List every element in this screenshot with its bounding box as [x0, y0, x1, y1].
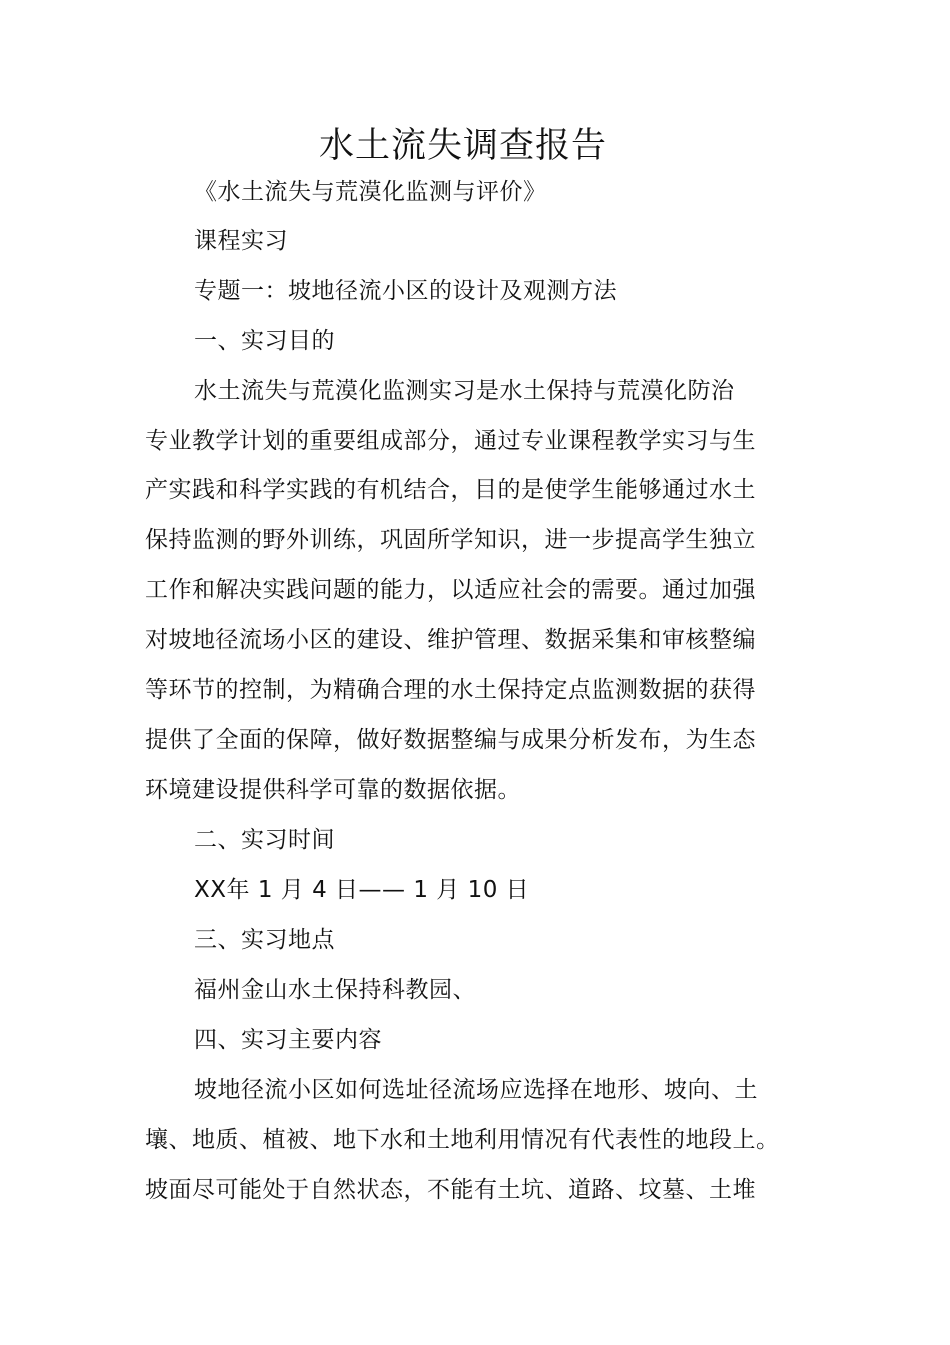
section-heading-content: 四、实习主要内容	[194, 1027, 382, 1053]
paragraph-line: 水土流失与荒漠化监测实习是水土保持与荒漠化防治	[194, 378, 735, 404]
course-type: 课程实习	[194, 228, 288, 254]
paragraph-line: 产实践和科学实践的有机结合，目的是使学生能够通过水土	[145, 477, 756, 503]
paragraph-line: 保持监测的野外训练，巩固所学知识，进一步提高学生独立	[145, 527, 756, 553]
section-heading-purpose: 一、实习目的	[194, 328, 335, 354]
internship-location: 福州金山水土保持科教园、	[194, 977, 476, 1003]
paragraph-line: 对坡地径流场小区的建设、维护管理、数据采集和审核整编	[145, 627, 756, 653]
internship-dates: XX年 1 月 4 日—— 1 月 10 日	[194, 877, 530, 903]
paragraph-line: 坡面尽可能处于自然状态，不能有土坑、道路、坟墓、土堆	[145, 1177, 756, 1203]
paragraph-line: 专业教学计划的重要组成部分，通过专业课程教学实习与生	[145, 428, 756, 454]
course-name: 《水土流失与荒漠化监测与评价》	[194, 179, 547, 205]
paragraph-line: 环境建设提供科学可靠的数据依据。	[145, 777, 521, 803]
section-heading-location: 三、实习地点	[194, 927, 335, 953]
paragraph-line: 坡地径流小区如何选址径流场应选择在地形、坡向、土	[194, 1077, 758, 1103]
section-heading-time: 二、实习时间	[194, 827, 335, 853]
topic-heading: 专题一：坡地径流小区的设计及观测方法	[194, 278, 617, 304]
document-title: 水土流失调查报告	[318, 126, 607, 166]
paragraph-line: 壤、地质、植被、地下水和土地利用情况有代表性的地段上。	[145, 1127, 780, 1153]
paragraph-line: 等环节的控制，为精确合理的水土保持定点监测数据的获得	[145, 677, 756, 703]
paragraph-line: 提供了全面的保障，做好数据整编与成果分析发布，为生态	[145, 727, 756, 753]
paragraph-line: 工作和解决实践问题的能力，以适应社会的需要。通过加强	[145, 577, 756, 603]
